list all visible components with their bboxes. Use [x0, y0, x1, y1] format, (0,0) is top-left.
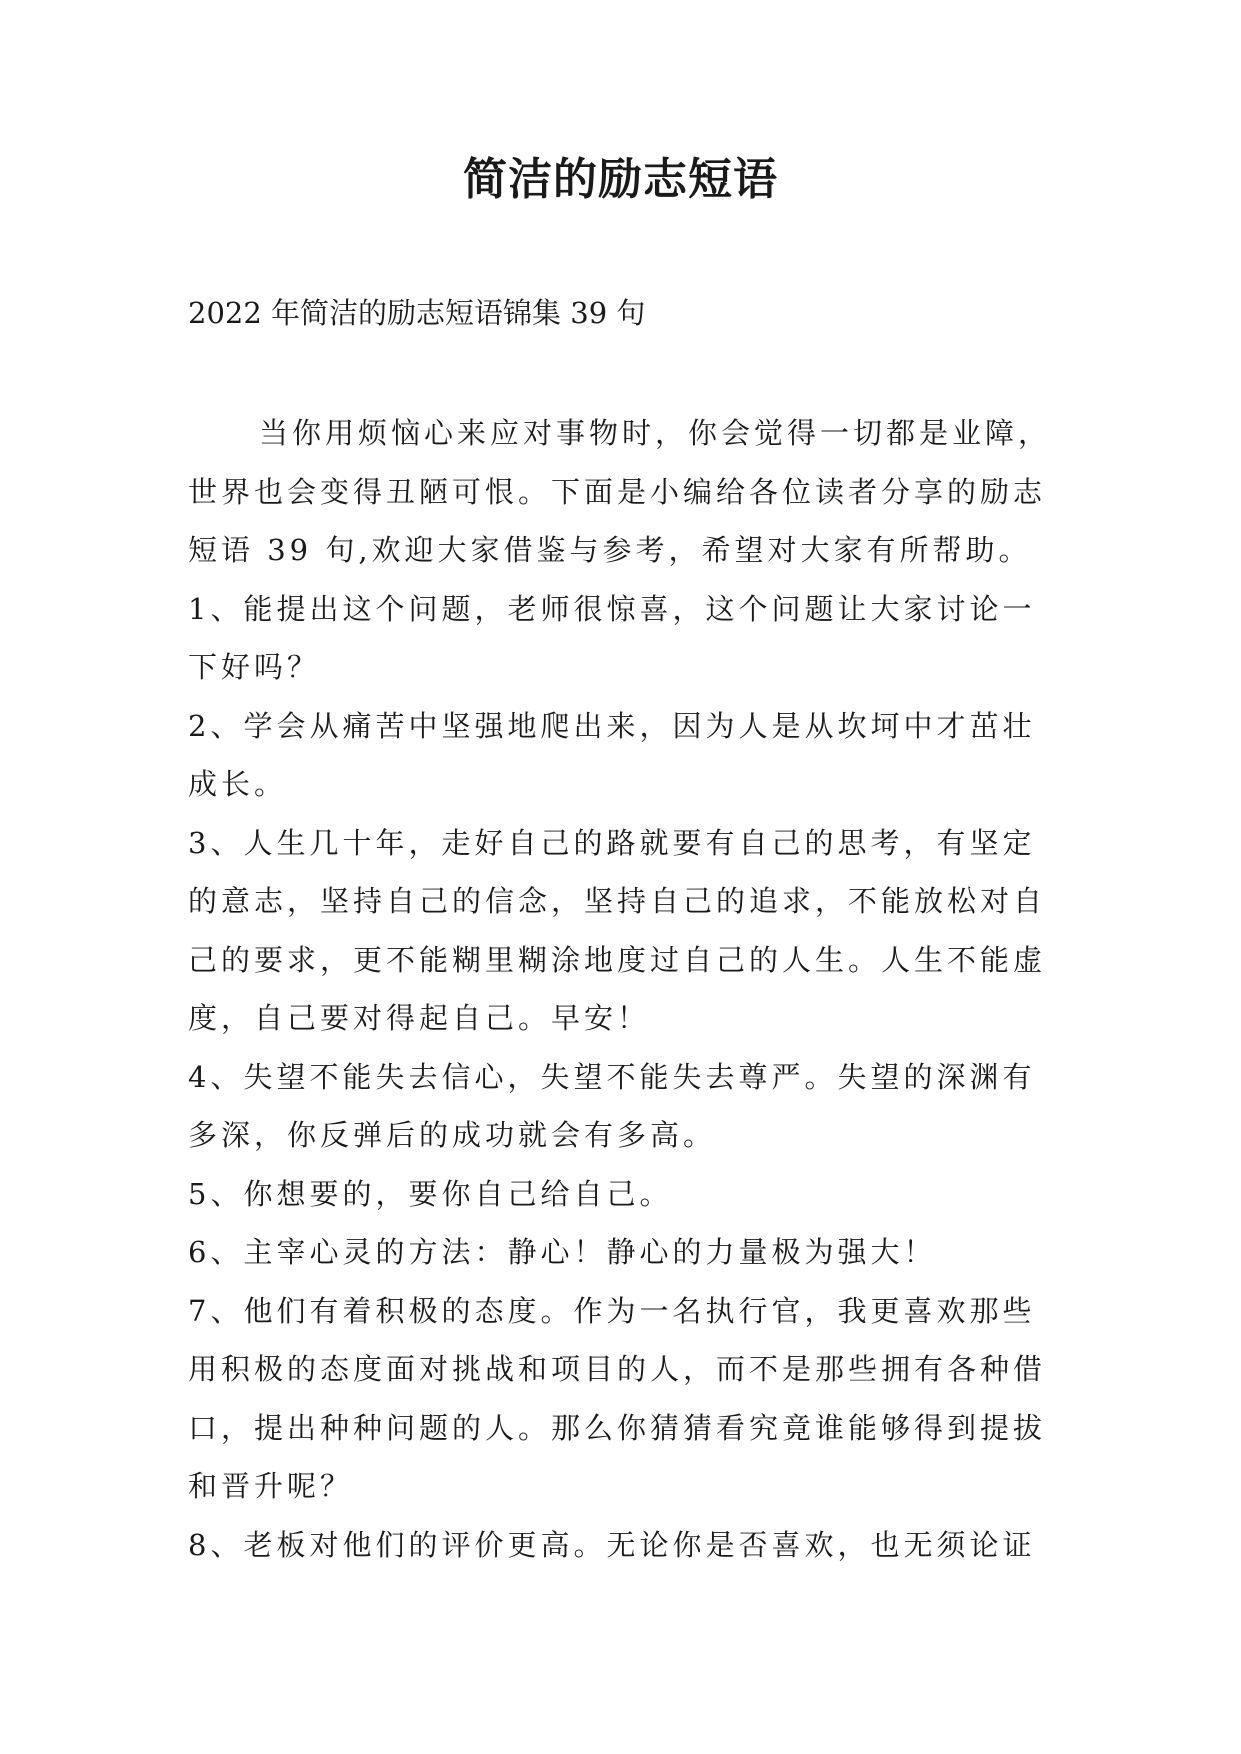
body-line: 口，提出种种问题的人。那么你猜猜看究竟谁能够得到提拔 — [188, 1410, 1047, 1445]
body-line: 4、失望不能失去信心，失望不能失去尊严。失望的深渊有 — [188, 1059, 1036, 1094]
body-line: 3、人生几十年，走好自己的路就要有自己的思考，有坚定 — [188, 825, 1036, 860]
body-line: 1、能提出这个问题，老师很惊喜，这个问题让大家讨论一 — [188, 591, 1036, 626]
body-line: 用积极的态度面对挑战和项目的人，而不是那些拥有各种借 — [188, 1352, 1047, 1386]
body-line: 己的要求，更不能糊里糊涂地度过自己的人生。人生不能虚 — [188, 942, 1047, 977]
body-line: 和晋升呢？ — [188, 1469, 354, 1503]
body-line: 短语 39 句,欢迎大家借鉴与参考，希望对大家有所帮助。 — [188, 533, 1032, 567]
body-line: 成长。 — [188, 767, 288, 801]
body-line: 下好吗？ — [188, 650, 321, 684]
document-body — [188, 404, 1056, 1574]
body-line: 世界也会变得丑陋可恨。下面是小编给各位读者分享的励志 — [188, 474, 1047, 509]
body-line: 7、他们有着积极的态度。作为一名执行官，我更喜欢那些 — [188, 1293, 1036, 1328]
body-line: 8、老板对他们的评价更高。无论你是否喜欢，也无须论证 — [188, 1527, 1036, 1562]
body-line: 度，自己要对得起自己。早安！ — [188, 1001, 651, 1035]
body-line: 6、主宰心灵的方法：静心！静心的力量极为强大！ — [188, 1235, 937, 1269]
document-title: 简洁的励志短语 — [463, 154, 778, 205]
body-line: 当你用烦恼心来应对事物时，你会觉得一切都是业障， — [259, 416, 1052, 450]
document-subtitle: 2022 年简洁的励志短语锦集 39 句 — [188, 296, 646, 330]
body-line: 5、你想要的，要你自己给自己。 — [188, 1176, 673, 1211]
body-line: 多深，你反弹后的成功就会有多高。 — [188, 1118, 717, 1152]
body-line: 2、学会从痛苦中坚强地爬出来，因为人是从坎坷中才茁壮 — [188, 708, 1036, 743]
body-line: 的意志，坚持自己的信念，坚持自己的追求，不能放松对自 — [188, 884, 1047, 918]
